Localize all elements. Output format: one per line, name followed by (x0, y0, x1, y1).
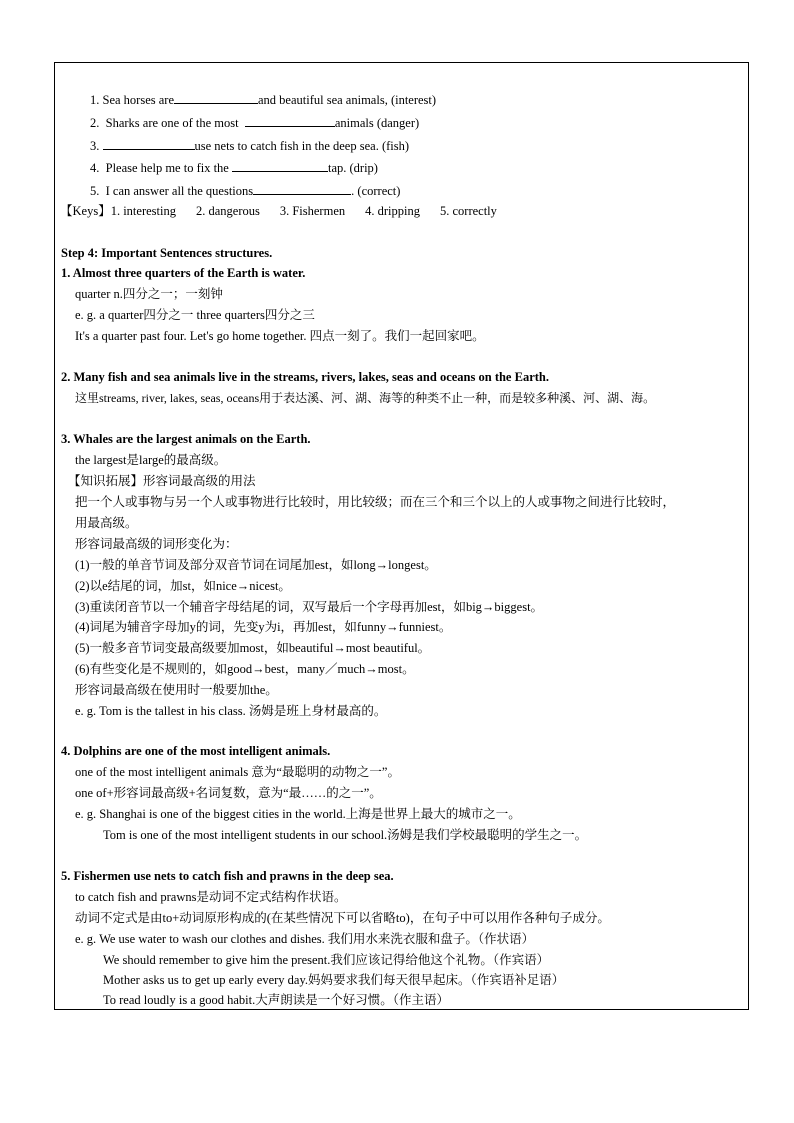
section-heading: 3. Whales are the largest animals on the Earth. (61, 432, 311, 446)
section-text: e. g. a quarter四分之一 three quarters四分之三 (75, 308, 315, 322)
section-text: 【知识拓展】形容词最高级的用法 (68, 474, 256, 488)
keys-label: 【Keys】 (60, 204, 111, 218)
section-text: To read loudly is a good habit.大声朗读是一个好习惯。（作主语） (103, 993, 449, 1007)
section-text: (2)以e结尾的词，加st，如nice→nicest。 (75, 579, 291, 593)
section-text: We should remember to give him the present.我们应该记得给他这个礼物。（作宾语） (103, 953, 550, 967)
section-text: It's a quarter past four. Let's go home together. 四点一刻了。我们一起回家吧。 (75, 329, 485, 343)
section-text: 把一个人或事物与另一个人或事物进行比较时，用比较级；而在三个和三个以上的人或事物之间进行比较时， (75, 495, 676, 509)
section-heading: 4. Dolphins are one of the most intelligent animals. (61, 744, 331, 758)
section-text: Tom is one of the most intelligent students in our school.汤姆是我们学校最聪明的学生之一。 (103, 828, 588, 842)
key-answer: 2. dangerous (195, 204, 260, 218)
section-text: (1)一般的单音节词及部分双音节词在词尾加est，如long→longest。 (75, 558, 437, 572)
key-answer: 4. dripping (365, 204, 420, 218)
section-text: e. g. Tom is the tallest in his class. 汤姆是班上身材最高的。 (75, 704, 387, 718)
answer-blank[interactable] (253, 183, 351, 195)
section-text: e. g. We use water to wash our clothes and dishes. 我们用水来洗衣服和盘子。（作状语） (75, 932, 535, 946)
section-text: one of the most intelligent animals 意为“最聪明的动物之一”。 (75, 765, 400, 779)
section-text: quarter n.四分之一；一刻钟 (75, 287, 223, 301)
section-text: (6)有些变化是不规则的，如good→best，many／much→most。 (75, 662, 415, 676)
section-text: 形容词最高级在使用时一般要加the。 (75, 683, 278, 697)
section-text: one of+形容词最高级+名词复数，意为“最……的之一”。 (75, 786, 382, 800)
answer-blank[interactable] (245, 115, 335, 127)
section-text: Mother asks us to get up early every day.妈妈要求我们每天很早起床。（作宾语补足语） (103, 973, 565, 987)
section-text: (5)一般多音节词变最高级要加most，如beautiful→most beautiful。 (75, 641, 431, 655)
key-answer: 1. interesting (110, 204, 176, 218)
section-text: 形容词最高级的词形变化为： (75, 537, 238, 551)
exercise-item: 5. I can answer all the questions . (correct) (90, 184, 401, 198)
section-text: 用最高级。 (75, 516, 138, 530)
exercise-item: 1. Sea horses are and beautiful sea animals, (interest) (90, 93, 437, 107)
exercise-item: 3. use nets to catch fish in the deep sea. (fish) (90, 139, 410, 153)
section-text: (4)词尾为辅音字母加y的词，先变y为i，再加est，如funny→funniest。 (75, 620, 452, 634)
section-text: the largest是large的最高级。 (75, 453, 227, 467)
exercise-item: 4. Please help me to fix the tap. (drip) (90, 161, 378, 175)
section-heading: 1. Almost three quarters of the Earth is water. (61, 266, 306, 280)
step-heading: Step 4: Important Sentences structures. (61, 246, 273, 260)
section-text: 动词不定式是由to+动词原形构成的(在某些情况下可以省略to)，在句子中可以用作各种句子成分。 (75, 911, 610, 925)
answer-blank[interactable] (174, 92, 258, 104)
key-answer: 3. Fishermen (279, 204, 346, 218)
key-answer: 5. correctly (439, 204, 497, 218)
section-heading: 5. Fishermen use nets to catch fish and prawns in the deep sea. (61, 869, 394, 883)
answer-keys (60, 203, 497, 219)
exercise-item: 2. Sharks are one of the most animals (danger) (90, 116, 420, 130)
section-text: (3)重读闭音节以一个辅音字母结尾的词，双写最后一个字母再加est，如big→biggest。 (75, 600, 544, 614)
section-heading: 2. Many fish and sea animals live in the streams, rivers, lakes, seas and oceans on the Earth. (61, 370, 549, 384)
answer-blank[interactable] (232, 160, 328, 172)
section-text: to catch fish and prawns是动词不定式结构作状语。 (75, 890, 347, 904)
section-text: e. g. Shanghai is one of the biggest cities in the world.上海是世界上最大的城市之一。 (75, 807, 521, 821)
section-text: 这里streams, river, lakes, seas, oceans用于表达溪、河、湖、海等的种类不止一种，而是较多种溪、河、湖、海。 (75, 391, 656, 405)
answer-blank[interactable] (103, 138, 195, 150)
